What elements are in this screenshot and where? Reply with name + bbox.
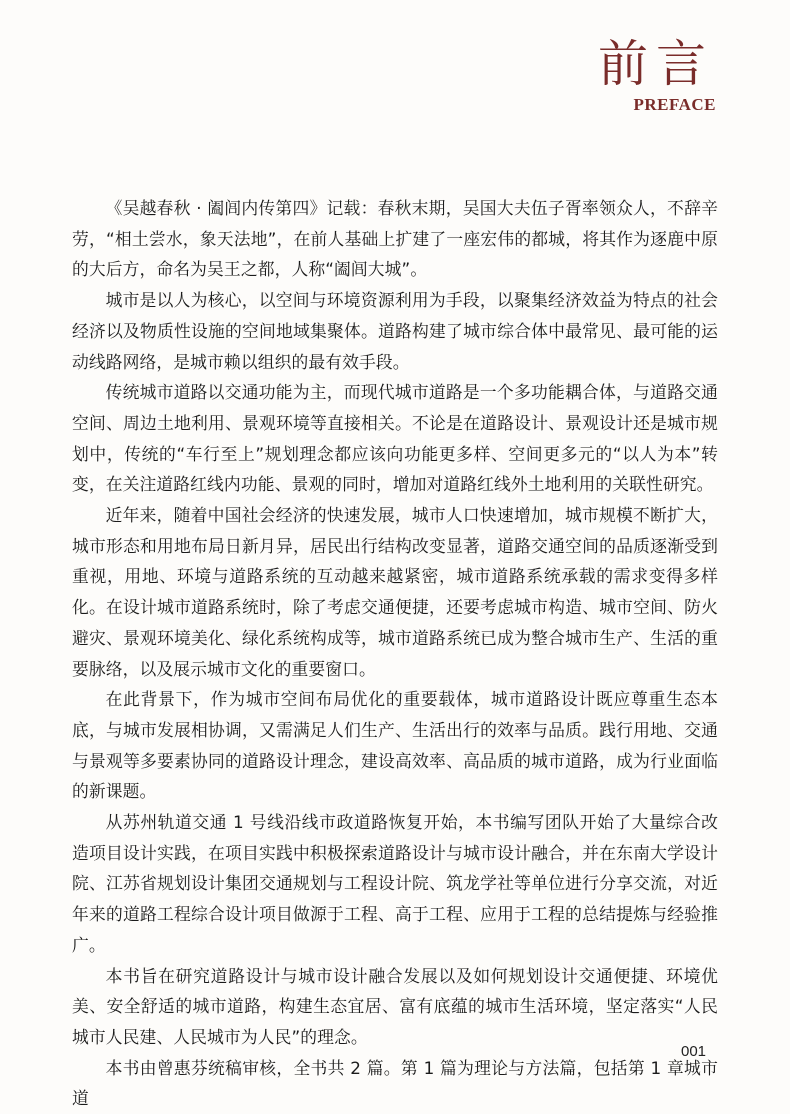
body-text bbox=[72, 193, 718, 1114]
page-subtitle: PREFACE bbox=[633, 95, 716, 114]
title-block bbox=[598, 36, 714, 116]
paragraph: 在此背景下，作为城市空间布局优化的重要载体，城市道路设计既应尊重生态本底，与城市发展相协调，又需满足人们生产、生活出行的效率与品质。践行用地、交通与景观等多要素协同的道路设计理念，建设高效率、高品质的城市道路，成为行业面临的新课题。 bbox=[72, 689, 718, 802]
page-title: 前言 bbox=[598, 35, 714, 93]
paragraph: 城市是以人为核心，以空间与环境资源利用为手段，以聚集经济效益为特点的社会经济以及物质性设施的空间地域集聚体。道路构建了城市综合体中最常见、最可能的运动线路网络，是城市赖以组织的最有效手段。 bbox=[72, 290, 718, 372]
paragraph: 本书旨在研究道路设计与城市设计融合发展以及如何规划设计交通便捷、环境优美、安全舒适的城市道路，构建生态宜居、富有底蕴的城市生活环境，坚定落实“人民城市人民建、人民城市为人民”的理念。 bbox=[72, 965, 718, 1047]
page-number: 001 bbox=[681, 1043, 707, 1060]
paragraph: 从苏州轨道交通 1 号线沿线市政道路恢复开始，本书编写团队开始了大量综合改造项目设计实践，在项目实践中积极探索道路设计与城市设计融合，并在东南大学设计院、江苏省规划设计集团交通规划与工程设计院、筑龙学社等单位进行分享交流，对近年来的道路工程综合设计项目做源于工程、高于工程、应用于工程的总结提炼与经验推广。 bbox=[72, 812, 718, 955]
paragraph: 传统城市道路以交通功能为主，而现代城市道路是一个多功能耦合体，与道路交通空间、周边土地利用、景观环境等直接相关。不论是在道路设计、景观设计还是城市规划中，传统的“车行至上”规划理念都应该向功能更多样、空间更多元的“以人为本”转变，在关注道路红线内功能、景观的同时，增加对道路红线外土地利用的关联性研究。 bbox=[72, 382, 718, 495]
paragraph: 《吴越春秋 · 阖闾内传第四》记载：春秋末期，吴国大夫伍子胥率领众人，不辞辛劳，“相土尝水，象天法地”，在前人基础上扩建了一座宏伟的都城，将其作为逐鹿中原的大后方，命名为吴王之都，人称“阖闾大城”。 bbox=[72, 198, 718, 280]
paragraph: 本书由曾惠芬统稿审核，全书共 2 篇。第 1 篇为理论与方法篇，包括第 1 章城市道 bbox=[72, 1057, 718, 1109]
paragraph: 近年来，随着中国社会经济的快速发展，城市人口快速增加，城市规模不断扩大，城市形态和用地布局日新月异，居民出行结构改变显著，道路交通空间的品质逐渐受到重视，用地、环境与道路系统的互动越来越紧密，城市道路系统承载的需求变得多样化。在设计城市道路系统时，除了考虑交通便捷，还要考虑城市构造、城市空间、防火避灾、景观环境美化、绿化系统构成等，城市道路系统已成为整合城市生产、生活的重要脉络，以及展示城市文化的重要窗口。 bbox=[72, 505, 718, 679]
